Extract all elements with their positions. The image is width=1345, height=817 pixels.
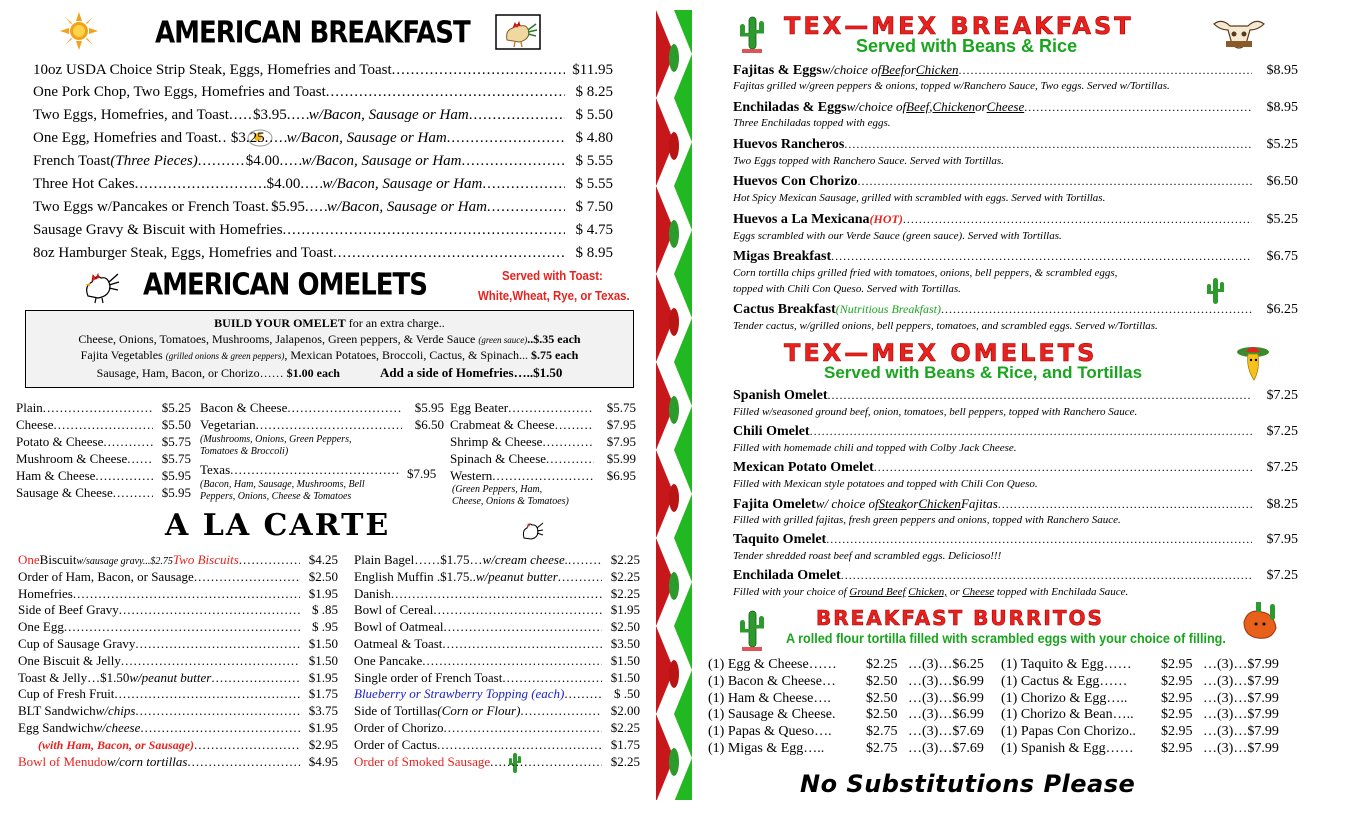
burrito-item: (1) Migas & Egg….. $2.75 …(3)…$7.69 [708, 741, 984, 756]
item-description: Filled with your choice of Ground Beef Chicken, or Cheese topped with Enchilada Sauce. [733, 586, 1129, 598]
breakfast-item: 10oz USDA Choice Strip Steak, Eggs, Homefries and Toast ..... $11.95 [33, 62, 613, 82]
chili-pepper-icon [1236, 600, 1282, 642]
omelet-item: Sausage & Cheese ..... $5.95 [16, 485, 191, 502]
burritos-subtitle: A rolled flour tortilla filled with scrambled eggs with your choice of filling. [786, 630, 1226, 646]
item-description: Two Eggs topped with Ranchero Sauce. Served with Tortillas. [733, 155, 1004, 167]
a-la-carte-item: Bowl of Cereal ..... $1.95 [354, 602, 640, 619]
a-la-carte-item: Plain Bagel……$1.75… w/cream cheese. ..... $2.25 [354, 552, 640, 569]
build-line3-side: Add a side of Homefries…..$1.50 [379, 364, 563, 380]
a-la-carte-item: Toast & Jelly…$1.50 w/peanut butter ..... $1.95 [18, 670, 338, 687]
tex-mex-breakfast-title: TEX—MEX BREAKFAST [784, 12, 1134, 40]
omelet-item: Shrimp & Cheese ..... $7.95 [450, 434, 636, 451]
chili-pepper-icon [669, 132, 679, 160]
sun-icon [60, 12, 98, 50]
a-la-carte-item: Order of Chorizo ..... $2.25 [354, 720, 640, 737]
build-line3-price: $1.00 each [283, 365, 340, 380]
tex-mex-breakfast-item: Huevos a La Mexicana (HOT) ..... $5.25 [733, 212, 1298, 228]
breakfast-item: Two Eggs, Homefries, and Toast ..... $3.95 ..... w/Bacon, Sausage or Ham ..... $ 5.50 [33, 107, 613, 127]
burrito-item: (1) Chorizo & Bean….. $2.95 …(3)…$7.99 [1001, 707, 1279, 723]
item-description: Filled with homemade chili and topped with Colby Jack Cheese. [733, 442, 1017, 454]
a-la-carte-item: Bowl of Menudo w/corn tortillas ..... $4.95 [18, 754, 338, 771]
item-description: Tender shredded roast beef and scrambled eggs. Delicioso!!! [733, 550, 1002, 562]
breakfast-item: French Toast (Three Pieces) ..... $4.00 ..... w/Bacon, Sausage or Ham ..... $ 5.55 [33, 153, 613, 173]
a-la-carte-item: Side of Beef Gravy ..... $ .85 [18, 602, 338, 619]
omelet-item: Bacon & Cheese ..... $5.95 [200, 400, 444, 417]
western-note-2: Cheese, Onions & Tomatoes) [452, 496, 569, 507]
rooster-icon [78, 268, 120, 304]
a-la-carte-item: Side of Tortillas (Corn or Flour) ..... $2.00 [354, 703, 640, 720]
build-line1: Cheese, Onions, Tomatoes, Mushrooms, Jalapenos, Green peppers, & Verde Sauce [78, 331, 479, 346]
rooster-icon [495, 14, 541, 50]
cactus-icon [736, 608, 768, 652]
cactus-icon [736, 14, 768, 54]
breakfast-item: Sausage Gravy & Biscuit with Homefries ..... $ 4.75 [33, 222, 613, 242]
sombrero-pepper-icon [1236, 342, 1270, 382]
omelet-item: Mushroom & Cheese ..... $5.75 [16, 451, 191, 468]
tex-mex-breakfast-item: Huevos Con Chorizo ..... $6.50 [733, 174, 1298, 190]
tex-mex-omelet-item: Chili Omelet ..... $7.25 [733, 424, 1298, 440]
no-substitutions-footer: No Substitutions Please [800, 770, 1136, 798]
omelet-item: Ham & Cheese ..... $5.95 [16, 468, 191, 485]
cactus-icon [669, 396, 679, 424]
a-la-carte-item: Homefries ..... $1.95 [18, 586, 338, 603]
breakfast-item: 8oz Hamburger Steak, Eggs, Homefries and Toast ..... $ 8.95 [33, 245, 613, 265]
tex-mex-omelets-subtitle: Served with Beans & Rice, and Tortillas [824, 363, 1143, 382]
item-description: Hot Spicy Mexican Sausage, grilled with scrambled with eggs. Served with Tortillas. [733, 192, 1106, 204]
tex-mex-breakfast-item: Cactus Breakfast (Nutritious Breakfast) ..... $6.25 [733, 302, 1298, 318]
burrito-item: (1) Papas & Queso…. $2.75 …(3)…$7.69 [708, 724, 984, 740]
omelet-item: Potato & Cheese ..... $5.75 [16, 434, 191, 451]
omelet-item: Texas ..... [200, 462, 400, 479]
omelet-column-2 [200, 400, 444, 503]
a-la-carte-item: (with Ham, Bacon, or Sausage) ..... $2.95 [18, 737, 338, 754]
cactus-icon [669, 748, 679, 776]
tex-mex-breakfast-item: Enchiladas & Eggs w/choice of Beef , Chicken or Cheese ..... $8.95 [733, 99, 1298, 116]
tex-mex-omelet-item: Enchilada Omelet ..... $7.25 [733, 568, 1298, 584]
build-line1-small: (green sauce) [478, 334, 528, 345]
burrito-item: (1) Spanish & Egg…… $2.95 …(3)…$7.99 [1001, 741, 1279, 756]
build-title: BUILD YOUR OMELET [214, 316, 346, 330]
burrito-item: (1) Taquito & Egg…… $2.95 …(3)…$7.99 [1001, 657, 1279, 672]
tex-mex-omelets-title: TEX—MEX OMELETS [784, 339, 1098, 367]
burrito-item: (1) Chorizo & Egg….. $2.95 …(3)…$7.99 [1001, 690, 1279, 706]
served-with-toast-line2: White,Wheat, Rye, or Texas. [478, 288, 630, 303]
item-description: Corn tortilla chips grilled fried with tomatoes, onions, bell peppers, & scrambled eggs, [733, 267, 1118, 279]
item-description: Three Enchiladas topped with eggs. [733, 117, 891, 129]
burrito-item: (1) Bacon & Cheese… $2.50 …(3)…$6.99 [708, 673, 984, 689]
burrito-item: (1) Cactus & Egg…… $2.95 …(3)…$7.99 [1001, 673, 1279, 689]
burrito-item: (1) Ham & Cheese…. $2.50 …(3)…$6.99 [708, 690, 984, 706]
a-la-carte-item: Cup of Fresh Fruit ..... $1.75 [18, 686, 338, 703]
tex-mex-breakfast-item: Huevos Rancheros ..... $5.25 [733, 137, 1298, 153]
tex-mex-omelet-item: Spanish Omelet ..... $7.25 [733, 388, 1298, 404]
omelet-item: Vegetarian ..... $6.50 [200, 417, 444, 434]
a-la-carte-item: Order of Cactus ..... $1.75 [354, 737, 640, 754]
western-note-1: (Green Peppers, Ham, [452, 484, 543, 495]
texas-note-2: Peppers, Onions, Cheese & Tomatoes [200, 491, 352, 502]
a-la-carte-item: One Biscuit & Jelly ..... $1.50 [18, 653, 338, 670]
cactus-icon [669, 572, 679, 600]
omelet-item: Egg Beater ..... $5.75 [450, 400, 636, 417]
build-line1-price: ..$.35 each [527, 331, 581, 346]
chili-pepper-icon [669, 484, 679, 512]
decorative-divider [656, 10, 692, 800]
rooster-icon [518, 518, 544, 544]
build-line2-rest: , Mexican Potatoes, Broccoli, Cactus, & Spinach... [284, 348, 529, 362]
texas-price: $7.95 [407, 466, 437, 481]
a-la-carte-item: Bowl of Oatmeal ..... $2.50 [354, 619, 640, 636]
a-la-carte-item: Order of Ham, Bacon, or Sausage ..... $2.50 [18, 569, 338, 586]
burrito-item: (1) Papas Con Chorizo.. $2.95 …(3)…$7.99 [1001, 724, 1279, 740]
vegetarian-note-1: (Mushrooms, Onions, Green Peppers, [200, 434, 352, 445]
a-la-carte-item: Cup of Sausage Gravy ..... $1.50 [18, 636, 338, 653]
omelet-item: Western ..... $6.95 [450, 468, 636, 485]
omelet-item: Crabmeat & Cheese ..... $7.95 [450, 417, 636, 434]
chili-pepper-icon [669, 308, 679, 336]
tex-mex-breakfast-subtitle: Served with Beans & Rice [856, 36, 1078, 56]
a-la-carte-item: One Biscuit w/sausage gravy...$2.75 Two Biscuits ..... $4.25 [18, 552, 338, 569]
american-omelets-title: AMERICAN OMELETS [143, 268, 427, 303]
tex-mex-breakfast-item: Migas Breakfast ..... $6.75 [733, 249, 1298, 265]
texas-note-1: (Bacon, Ham, Sausage, Mushrooms, Bell [200, 479, 365, 490]
a-la-carte-item: Egg Sandwich w/cheese ..... $1.95 [18, 720, 338, 737]
item-description: Filled with grilled fajitas, fresh green peppers and onions, topped with Ranchero Sauce. [733, 514, 1121, 526]
item-description: Tender cactus, w/grilled onions, bell peppers, tomatoes, and scrambled eggs. Served w/Tortillas. [733, 320, 1158, 332]
item-description: Fajitas grilled w/green peppers & onions, topped w/Ranchero Sauce, Two eggs. Served w/Tortillas. [733, 80, 1170, 92]
a-la-carte-item: BLT Sandwich w/chips ..... $3.75 [18, 703, 338, 720]
a-la-carte-item: Order of Smoked Sausage ..... $2.25 [354, 754, 640, 771]
build-line2: Fajita Vegetables [80, 348, 166, 362]
build-your-omelet-box [25, 310, 634, 388]
served-with-toast-line1: Served with Toast: [502, 268, 603, 283]
a-la-carte-item: Oatmeal & Toast ..... $3.50 [354, 636, 640, 653]
build-line2-small: (grilled onions & green peppers) [165, 351, 285, 361]
item-description: Filled w/seasoned ground beef, onion, tomatoes, bell peppers, topped with Ranchero Sauce. [733, 406, 1138, 418]
breakfast-item: Two Eggs w/Pancakes or French Toast ..... $5.95 ..... w/Bacon, Sausage or Ham ..... $ 7.50 [33, 199, 613, 219]
breakfast-item: One Egg, Homefries and Toast ..... $3.25 ..... w/Bacon, Sausage or Ham ..... $ 4.80 [33, 130, 613, 150]
cactus-icon [669, 220, 679, 248]
tex-mex-omelet-item: Mexican Potato Omelet ..... $7.25 [733, 460, 1298, 476]
build-line2-price: $.75 each [528, 348, 579, 362]
item-description: Eggs scrambled with our Verde Sauce (green sauce). Served with Tortillas. [733, 230, 1062, 242]
omelet-item: Spinach & Cheese ..... $5.99 [450, 451, 636, 468]
american-breakfast-title: AMERICAN BREAKFAST [155, 16, 470, 51]
tex-mex-omelet-item: Fajita Omelet w/ choice of Steak or Chicken Fajitas ..... $8.25 [733, 496, 1298, 513]
burritos-title: BREAKFAST BURRITOS [816, 606, 1104, 630]
a-la-carte-item: Danish ..... $2.25 [354, 586, 640, 603]
a-la-carte-item: Blueberry or Strawberry Topping (each) ..... $ .50 [354, 686, 640, 703]
burrito-item: (1) Sausage & Cheese. $2.50 …(3)…$6.99 [708, 707, 984, 723]
breakfast-item: Three Hot Cakes ..... $4.00 ..... w/Bacon, Sausage or Ham ..... $ 5.55 [33, 176, 613, 196]
a-la-carte-item: One Egg ..... $ .95 [18, 619, 338, 636]
omelet-item: Cheese ..... $5.50 [16, 417, 191, 434]
item-description: topped with Chili Con Queso. Served with Tortillas. [733, 283, 961, 295]
a-la-carte-item: One Pancake ..... $1.50 [354, 653, 640, 670]
cactus-icon [669, 44, 679, 72]
bull-skull-icon [1212, 14, 1266, 54]
a-la-carte-item: English Muffin .$1.75.. w/peanut butter ..... $2.25 [354, 569, 640, 586]
build-title-suffix: for an extra charge.. [345, 316, 445, 330]
omelet-item: Plain ..... $5.25 [16, 400, 191, 417]
item-description: Filled with Mexican style potatoes and topped with Chili Con Queso. [733, 478, 1038, 490]
chili-pepper-icon [669, 660, 679, 688]
tex-mex-breakfast-item: Fajitas & Eggs w/choice of Beef or Chicken ..... $8.95 [733, 62, 1298, 79]
tex-mex-omelet-item: Taquito Omelet ..... $7.95 [733, 532, 1298, 548]
vegetarian-note-2: Tomatoes & Broccoli) [200, 446, 289, 457]
burrito-item: (1) Egg & Cheese…… $2.25 …(3)…$6.25 [708, 657, 984, 672]
a-la-carte-title: A LA CARTE [165, 508, 391, 543]
omelet-column-1 [16, 400, 191, 502]
a-la-carte-item: Single order of French Toast ..... $1.50 [354, 670, 640, 687]
build-line3: Sausage, Ham, Bacon, or Chorizo…… [96, 365, 284, 380]
breakfast-item: One Pork Chop, Two Eggs, Homefries and Toast ..... $ 8.25 [33, 84, 613, 104]
omelet-column-3 [450, 400, 636, 485]
